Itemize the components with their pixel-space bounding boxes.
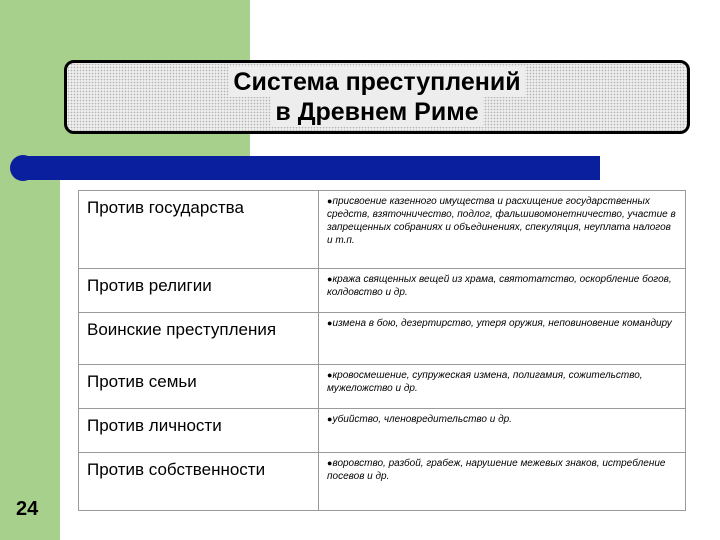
description-cell [319, 365, 686, 409]
round-bullet-decor [10, 155, 36, 181]
table-row [79, 365, 686, 409]
bullet-icon: ● [327, 318, 333, 328]
table-row [79, 453, 686, 511]
description-cell [319, 313, 686, 365]
blue-divider-bar [24, 156, 600, 180]
table-row [79, 409, 686, 453]
bullet-icon: ● [327, 458, 333, 468]
description-text: воровство, разбой, грабеж, нарушение межевых знаков, истребление посевов и др. [327, 458, 666, 482]
table-row [79, 313, 686, 365]
crimes-table [78, 190, 686, 511]
description-text: присвоение казенного имущества и расхищение государственных средств, взяточничество, подлог, фальшивомонетничество, участие в запрещенных собраниях и объединениях, спекуляция, неуплата налогов и т.п. [327, 196, 676, 246]
category-cell: Против семьи [79, 365, 319, 409]
category-cell: Против личности [79, 409, 319, 453]
description-text: убийство, членовредительство и др. [332, 414, 512, 425]
category-cell: Против государства [79, 191, 319, 269]
category-cell: Против собственности [79, 453, 319, 511]
bullet-icon: ● [327, 370, 333, 380]
description-text: измена в бою, дезертирство, утеря оружия, неповиновение командиру [332, 318, 672, 329]
bullet-icon: ● [327, 274, 333, 284]
description-text: кража священных вещей из храма, святотатство, оскорбление богов, колдовство и др. [327, 274, 672, 298]
category-cell: Воинские преступления [79, 313, 319, 365]
table-row [79, 191, 686, 269]
description-cell [319, 191, 686, 269]
bullet-icon: ● [327, 414, 333, 424]
description-text: кровосмешение, супружеская измена, полигамия, сожительство, мужеложство и др. [327, 370, 643, 394]
bullet-icon: ● [327, 196, 333, 206]
table-row [79, 269, 686, 313]
description-cell [319, 409, 686, 453]
category-cell: Против религии [79, 269, 319, 313]
description-cell [319, 269, 686, 313]
page-number: 24 [16, 498, 39, 520]
title-box [64, 60, 690, 134]
description-cell [319, 453, 686, 511]
title-line-2: в Древнем Риме [271, 97, 482, 127]
left-decor-bar [0, 0, 60, 540]
title-line-1: Система преступлений [229, 67, 524, 97]
